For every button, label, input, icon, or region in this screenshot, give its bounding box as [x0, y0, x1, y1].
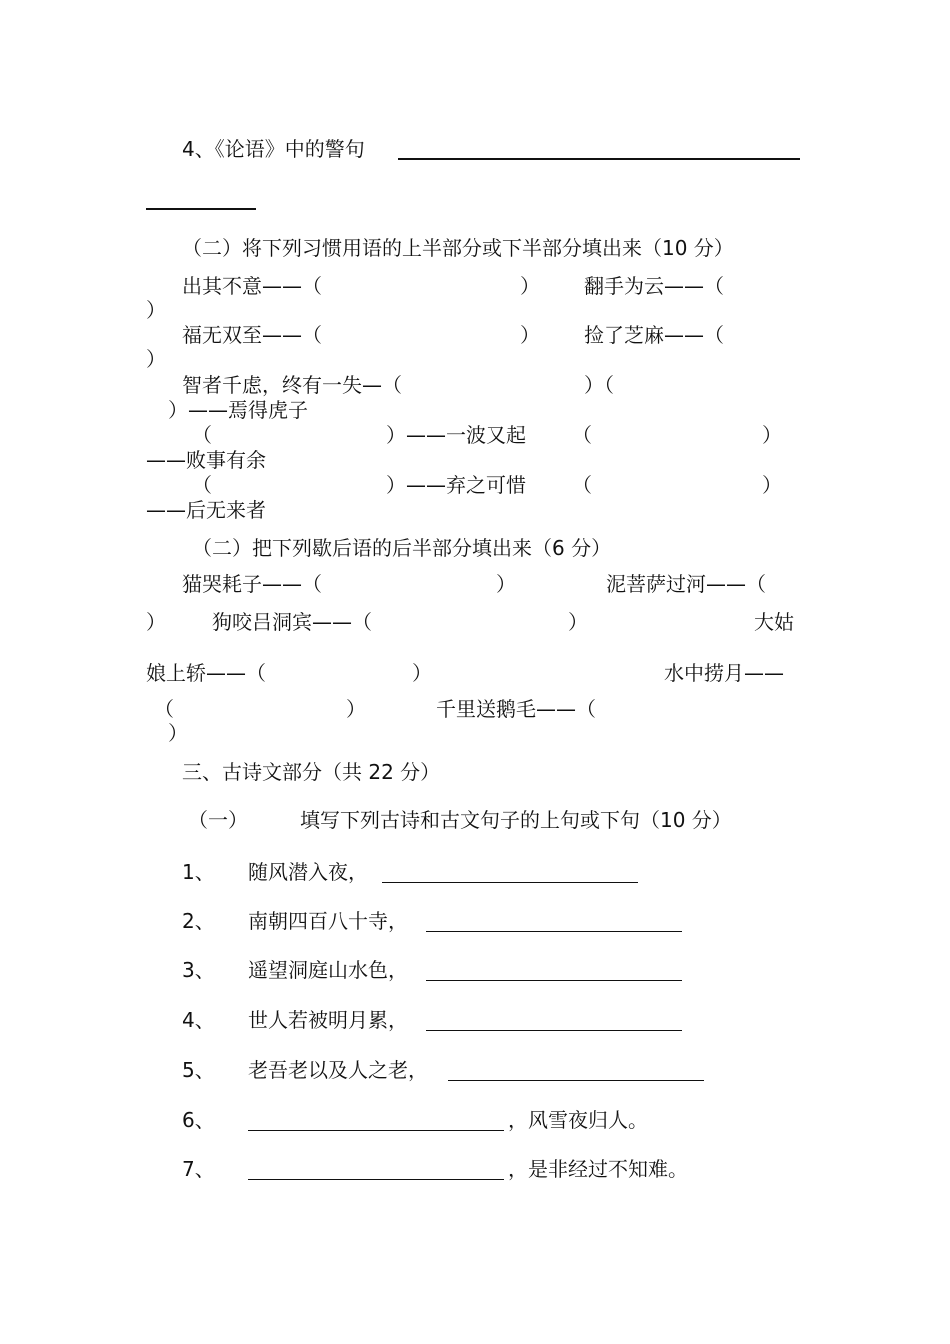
poetry-answer-line[interactable]	[248, 1179, 504, 1180]
xiehouyu-dagu-2: 娘上轿——（	[146, 661, 266, 685]
idiom-jianlezhima-close: ）	[146, 347, 166, 371]
idiom-fanshouweiyun: 翻手为云——（	[584, 274, 724, 298]
poetry-sub-number: （一）	[188, 808, 248, 832]
poetry-item-number: 4、	[182, 1008, 215, 1032]
xiehouyu-qianlisong-close: ）	[168, 721, 188, 745]
idiom-qizhikexi: ）——弃之可惜	[386, 473, 526, 497]
xiehouyu-dagu-1: 大姑	[754, 610, 794, 634]
xiehouyu-heading: （二）把下列歇后语的后半部分填出来（6 分）	[192, 536, 612, 560]
xiehouyu-shuizhong-open: （	[154, 697, 174, 721]
question-4-answer-line-continued[interactable]	[146, 208, 256, 210]
idiom-line5-open: （	[192, 473, 212, 497]
xiehouyu-qianlisong: 千里送鹅毛——（	[436, 697, 596, 721]
xiehouyu-dagu-close: ）	[412, 661, 432, 685]
poetry-answer-line[interactable]	[426, 931, 682, 932]
poetry-item-text: ，是非经过不知难。	[508, 1157, 688, 1181]
poetry-item-number: 3、	[182, 958, 215, 982]
poetry-item-text: 随风潜入夜，	[248, 860, 368, 884]
xiehouyu-nipusa: 泥菩萨过河——（	[606, 572, 766, 596]
xiehouyu-gouyao-close: ）	[568, 610, 588, 634]
idiom-chuqibuyi: 出其不意——（	[182, 274, 322, 298]
poetry-item-number: 7、	[182, 1157, 215, 1181]
idiom-zhizheqianlv: 智者千虑，终有一失—（	[182, 373, 402, 397]
poetry-item-text: 世人若被明月累，	[248, 1008, 408, 1032]
poetry-answer-line[interactable]	[426, 1030, 682, 1031]
poetry-item-text: 遥望洞庭山水色，	[248, 958, 408, 982]
question-4-label: 4、《论语》中的警句	[182, 137, 365, 161]
poetry-section-heading: 三、古诗文部分（共 22 分）	[182, 760, 441, 784]
poetry-item-number: 5、	[182, 1058, 215, 1082]
idiom-line4-open: （	[192, 423, 212, 447]
idiom-yiboyouqi: ）——一波又起	[386, 423, 526, 447]
xiehouyu-shuizhonglaoyue: 水中捞月——	[664, 661, 784, 685]
poetry-item-text: ，风雪夜归人。	[508, 1108, 648, 1132]
xiehouyu-nipusa-close: ）	[146, 610, 166, 634]
idiom-jianlezhima: 捡了芝麻——（	[584, 323, 724, 347]
poetry-answer-line[interactable]	[248, 1130, 504, 1131]
idiom-line5b-close: ）	[762, 473, 782, 497]
poetry-item-number: 1、	[182, 860, 215, 884]
idiom-yandehuzi: ）——焉得虎子	[168, 398, 308, 422]
xiehouyu-gouyao: 狗咬吕洞宾——（	[212, 610, 372, 634]
poetry-item-text: 老吾老以及人之老，	[248, 1058, 428, 1082]
idiom-line5b-open: （	[572, 473, 592, 497]
idioms-heading: （二）将下列习惯用语的上半部分或下半部分填出来（10 分）	[182, 236, 734, 260]
idiom-fuwushuangzhi: 福无双至——（	[182, 323, 322, 347]
poetry-item-text: 南朝四百八十寺，	[248, 909, 408, 933]
poetry-item-number: 2、	[182, 909, 215, 933]
idiom-chuqibuyi-close: ）	[520, 274, 540, 298]
poetry-item-number: 6、	[182, 1108, 215, 1132]
question-4-answer-line[interactable]	[398, 158, 800, 160]
idiom-zhizheqianlv-close: ）（	[584, 373, 614, 397]
xiehouyu-shuizhong-close: ）	[346, 697, 366, 721]
poetry-answer-line[interactable]	[426, 980, 682, 981]
idiom-fanshouweiyun-close: ）	[146, 298, 166, 322]
poetry-sub-heading: 填写下列古诗和古文句子的上句或下句（10 分）	[300, 808, 732, 832]
xiehouyu-maokuhaozi: 猫哭耗子——（	[182, 572, 322, 596]
idiom-line4b-open: （	[572, 423, 592, 447]
idiom-houwulaizhe: ——后无来者	[146, 498, 266, 522]
xiehouyu-maokuhaozi-close: ）	[496, 572, 516, 596]
idiom-line4b-close: ）	[762, 423, 782, 447]
poetry-answer-line[interactable]	[382, 882, 638, 883]
idiom-baishiyouyu: ——败事有余	[146, 448, 266, 472]
poetry-answer-line[interactable]	[448, 1080, 704, 1081]
idiom-fuwushuangzhi-close: ）	[520, 323, 540, 347]
